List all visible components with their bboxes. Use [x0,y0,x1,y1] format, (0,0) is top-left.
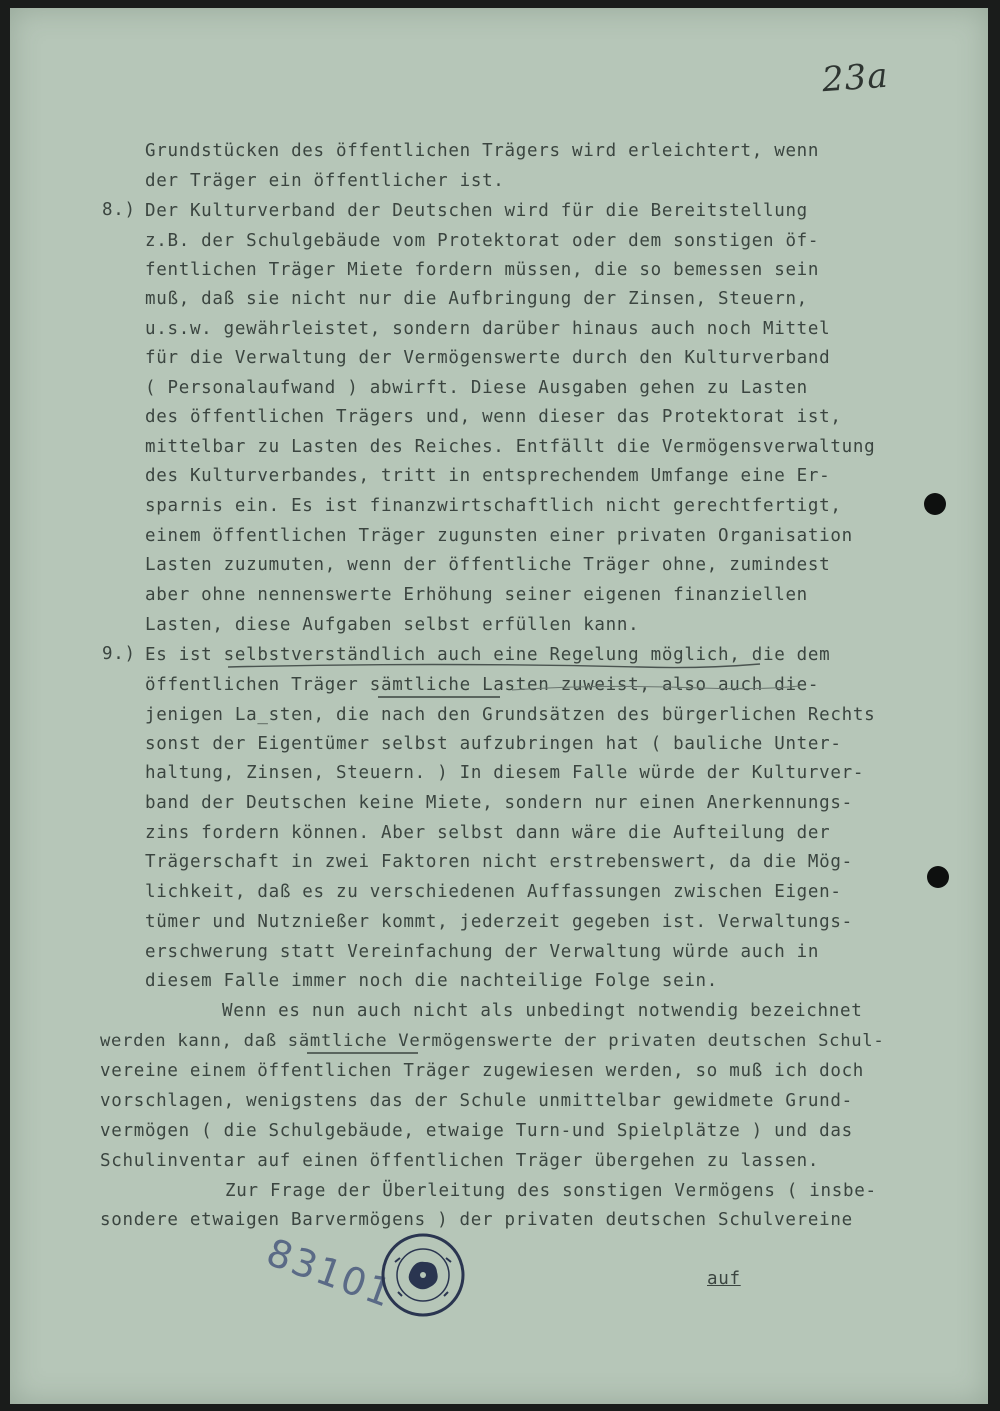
text-line: u.s.w. gewährleistet, sondern darüber hinaus auch noch Mittel [145,319,831,339]
text-line: Lasten, diese Aufgaben selbst erfüllen kann. [145,615,640,635]
text-line: Zur Frage der Überleitung des sonstigen Vermögens ( insbe- [225,1181,877,1201]
text-line: aber ohne nennenswerte Erhöhung seiner eigenen finanziellen [145,585,808,605]
text-line: ( Personalaufwand ) abwirft. Diese Ausgaben gehen zu Lasten [145,378,808,398]
item-number-8: 8.) [102,200,136,220]
archive-number: 83101 [260,1230,399,1317]
punch-hole [927,866,949,888]
text-line: band der Deutschen keine Miete, sondern nur einen Anerkennungs- [145,793,853,813]
punch-hole [924,493,946,515]
text-line: Grundstücken des öffentlichen Trägers wird erleichtert, wenn [145,141,820,161]
text-line: vereine einem öffentlichen Träger zugewiesen werden, so muß ich doch [100,1061,865,1081]
archive-stamp-icon [380,1232,466,1318]
text-line: sondere etwaigen Barvermögens ) der privaten deutschen Schulvereine [100,1210,853,1230]
text-line: für die Verwaltung der Vermögenswerte durch den Kulturverband [145,348,831,368]
text-line: sparnis ein. Es ist finanzwirtschaftlich nicht gerechtfertigt, [145,496,842,516]
item-number-9: 9.) [102,644,136,664]
text-line: der Träger ein öffentlicher ist. [145,171,505,191]
text-line: Der Kulturverband der Deutschen wird für die Bereitstellung [145,201,808,221]
text-line: fentlichen Träger Miete fordern müssen, die so bemessen sein [145,260,820,280]
text-line: lichkeit, daß es zu verschiedenen Auffassungen zwischen Eigen- [145,882,842,902]
text-line: einem öffentlichen Träger zugunsten einer privaten Organisation [145,526,853,546]
text-line: jenigen La_sten, die nach den Grundsätzen des bürgerlichen Rechts [145,705,876,725]
text-line: öffentlichen Träger sämtliche Lasten zuweist, also auch die- [145,675,820,695]
text-line: vorschlagen, wenigstens das der Schule unmittelbar gewidmete Grund- [100,1091,853,1111]
text-line: z.B. der Schulgebäude vom Protektorat oder dem sonstigen öf- [145,231,820,251]
text-line: zins fordern können. Aber selbst dann wäre die Aufteilung der [145,823,831,843]
text-line: des öffentlichen Trägers und, wenn dieser das Protektorat ist, [145,407,842,427]
text-line: haltung, Zinsen, Steuern. ) In diesem Falle würde der Kulturver- [145,763,865,783]
text-line: Es ist selbstverständlich auch eine Regelung möglich, die dem [145,645,831,665]
text-line: tümer und Nutznießer kommt, jederzeit gegeben ist. Verwaltungs- [145,912,853,932]
text-line: sonst der Eigentümer selbst aufzubringen hat ( bauliche Unter- [145,734,842,754]
next-page-catchword: auf [707,1269,741,1289]
text-line: mittelbar zu Lasten des Reiches. Entfällt die Vermögensverwaltung [145,437,876,457]
text-line: diesem Falle immer noch die nachteilige Folge sein. [145,971,719,991]
text-line: Schulinventar auf einen öffentlichen Träger übergehen zu lassen. [100,1151,820,1171]
text-line: werden kann, daß sämtliche Vermögenswerte der privaten deutschen Schul- [100,1031,885,1051]
text-line: Lasten zuzumuten, wenn der öffentliche Träger ohne, zumindest [145,555,831,575]
handwritten-page-number: 23a [820,55,890,101]
text-line: des Kulturverbandes, tritt in entsprechendem Umfange eine Er- [145,466,831,486]
text-line: Trägerschaft in zwei Faktoren nicht erstrebenswert, da die Mög- [145,852,853,872]
text-line: erschwerung statt Vereinfachung der Verwaltung würde auch in [145,942,820,962]
text-line: vermögen ( die Schulgebäude, etwaige Turn-und Spielplätze ) und das [100,1121,853,1141]
text-line: muß, daß sie nicht nur die Aufbringung der Zinsen, Steuern, [145,289,808,309]
text-line: Wenn es nun auch nicht als unbedingt notwendig bezeichnet [222,1001,863,1021]
